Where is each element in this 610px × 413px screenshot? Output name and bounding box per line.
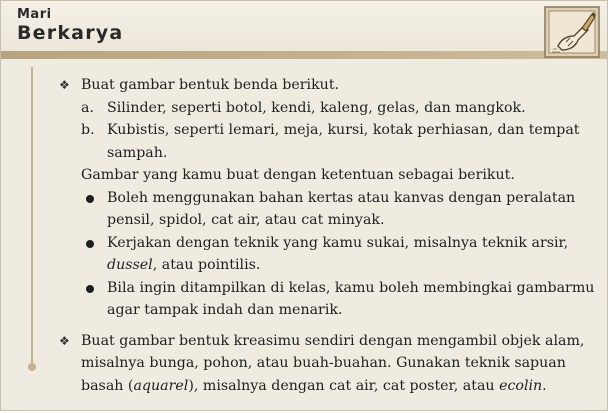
requirement-item: [59, 187, 599, 232]
sub-item-letter: a.: [81, 99, 94, 116]
sub-item-a: [59, 97, 599, 120]
requirement-item: [59, 232, 599, 277]
requirement-text: Bila ingin ditampilkan di kelas, kamu boleh membingkai gambarmu agar tampak indah dan menarik.: [107, 279, 595, 318]
title-small: Mari: [17, 7, 52, 22]
diamond-bullet-icon: ❖: [59, 78, 70, 92]
sub-item-text: Kubistis, seperti lemari, meja, kursi, kotak perhiasan, dan tempat sampah.: [107, 122, 580, 161]
requirements-intro: Gambar yang kamu buat dengan ketentuan sebagai berikut.: [81, 167, 515, 183]
bullet-dot-icon: [86, 240, 94, 248]
diamond-bullet-icon: ❖: [59, 333, 70, 348]
activity-content: [59, 74, 599, 397]
instruction-text: Buat gambar bentuk kreasimu sendiri dengan mengambil objek alam, misalnya bunga, pohon, atau buah-buahan. Gunakan teknik sapuan basah (: [81, 332, 585, 394]
sub-item-b: [59, 119, 599, 164]
hand-drawing-pencil-icon: [544, 6, 600, 58]
requirement-text-end: , atau pointilis.: [152, 257, 261, 273]
card-header: [1, 1, 607, 59]
bullet-dot-icon: [86, 195, 94, 203]
bullet-dot-icon: [86, 285, 94, 293]
italic-term: ecolin: [499, 377, 543, 394]
title-big: Berkarya: [17, 22, 124, 44]
requirement-item: [59, 277, 599, 322]
instruction-item: [59, 74, 599, 97]
instruction-text: Buat gambar bentuk benda berikut.: [81, 77, 340, 93]
margin-line: [31, 67, 33, 367]
italic-term: aquarel: [133, 377, 189, 394]
sub-item-letter: b.: [81, 122, 95, 138]
instruction-text-end: .: [542, 377, 547, 394]
sub-item-text: Silinder, seperti botol, kendi, kaleng, gelas, dan mangkok.: [107, 99, 526, 116]
header-divider: [1, 51, 607, 59]
requirement-italic-term: dussel: [107, 257, 153, 273]
requirement-text: Boleh menggunakan bahan kertas atau kanvas dengan peralatan pensil, spidol, cat air, atau cat minyak.: [107, 189, 576, 228]
instruction-text-cont: ), misalnya dengan cat air, cat poster, atau: [188, 377, 500, 394]
instruction-item: [59, 330, 599, 398]
margin-line-end-dot: [28, 363, 36, 371]
requirement-text: Kerjakan dengan teknik yang kamu sukai, misalnya teknik arsir,: [107, 234, 569, 251]
